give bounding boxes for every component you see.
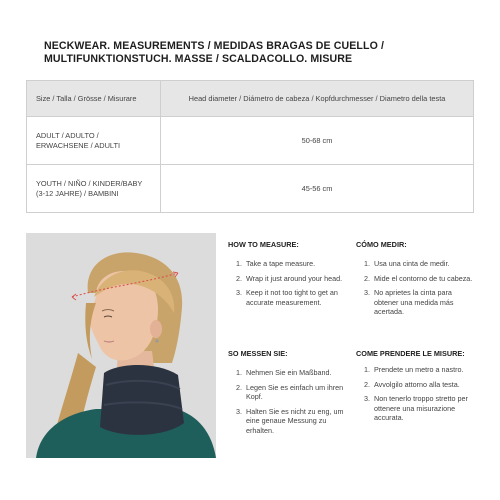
section-title: CÓMO MEDIR: [356,240,407,249]
list-item: 1. Usa una cinta de medir. [364,259,450,268]
table-row [27,117,474,165]
table-row [27,165,474,213]
steps-list [356,259,476,317]
list-item: 2. Mide el contorno de tu cabeza. [364,273,473,283]
model-photo [26,233,216,458]
size-cell [27,165,161,213]
title-line-2: MULTIFUNKTIONSTUCH. MASSE / SCALDACOLLO. MISURE [44,53,353,65]
section-title: SO MESSEN SIE: [228,349,288,358]
size-label-line: YOUTH / NIÑO / KINDER/BABY [36,178,143,188]
size-label-line: ERWACHSENE / ADULTI [36,140,121,150]
head-diameter-cell: 50-68 cm [161,117,474,165]
title-line-1: NECKWEAR. MEASUREMENTS / MEDIDAS BRAGAS DE CUELLO / [44,40,384,52]
section-title: HOW TO MEASURE: [228,240,299,249]
list-item: 1. Prendete un metro a nastro. [364,365,464,374]
woman-wearing-neckwear-illustration [26,233,216,458]
list-item: 3. Keep it not too tight to get an accurate measurement. [236,288,338,307]
size-table [26,80,474,213]
instructions-italian [356,349,472,428]
size-label-line: (3-12 JAHRE) / BAMBINI [36,188,119,198]
steps-list [356,365,472,423]
list-item: 3. No aprietes la cinta para obtener una medida más acertada. [364,288,454,317]
size-label-line: ADULT / ADULTO / [36,130,99,140]
head-diameter-cell: 45-56 cm [161,165,474,213]
list-item: 1. Nehmen Sie ein Maßband. [236,368,332,377]
list-item: 1. Take a tape measure. [236,259,316,268]
instructions-german [228,349,348,441]
steps-list [228,368,348,436]
list-item: 2. Wrap it just around your head. [236,273,343,283]
page-title [44,40,464,66]
list-item: 2. Legen Sie es einfach um ihren Kopf. [236,382,344,402]
table-header-row [27,81,474,117]
list-item: 3. Halten Sie es nicht zu eng, um eine genaue Messung zu erhalten. [236,406,344,435]
size-cell [27,117,161,165]
instructions-spanish [356,240,476,322]
size-column-header: Size / Talla / Grösse / Misurare [27,81,161,117]
head-diameter-column-header: Head diameter / Diámetro de cabeza / Kopfdurchmesser / Diametro della testa [161,81,474,117]
section-title: COME PRENDERE LE MISURE: [356,349,465,358]
list-item: 2. Avvolgilo attorno alla testa. [364,379,460,389]
list-item: 3. Non tenerlo troppo stretto per ottenere una misurazione accurata. [364,394,468,423]
instructions-english [228,240,348,312]
steps-list [228,259,348,307]
